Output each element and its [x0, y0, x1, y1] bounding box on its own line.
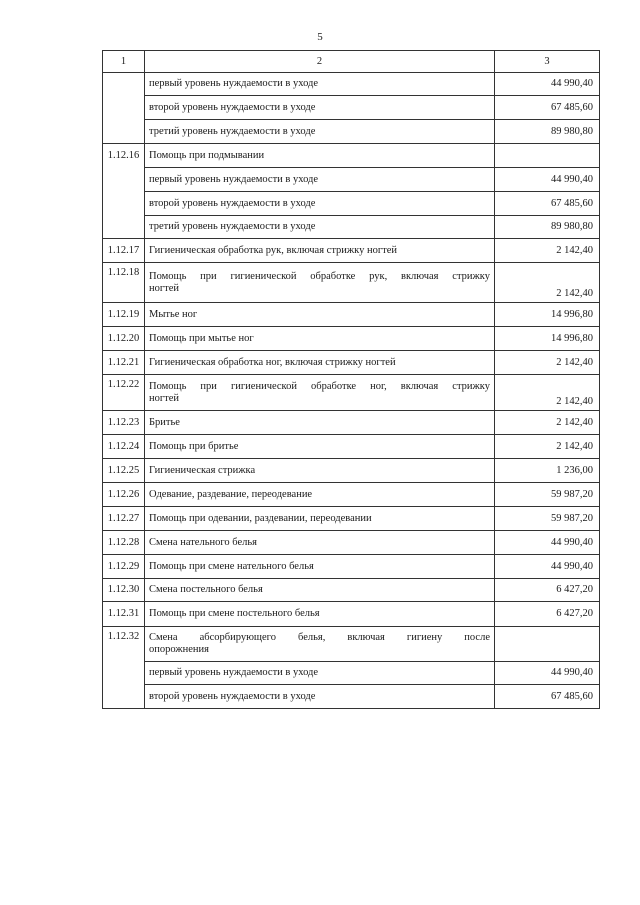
table-header-row: [103, 51, 600, 73]
row-price: 44 990,40: [495, 73, 600, 96]
row-number: 1.12.32: [103, 627, 145, 662]
row-name: Одевание, раздевание, переодевание: [145, 483, 495, 507]
row-name-line1: Помощь при гигиенической обработке рук, включая стрижку: [149, 270, 490, 282]
row-number: 1.12.16: [103, 144, 145, 168]
row-price: 59 987,20: [495, 507, 600, 531]
row-name: Смена нательного белья: [145, 531, 495, 555]
row-name: третий уровень нуждаемости в уходе: [145, 216, 495, 239]
row-number: 1.12.27: [103, 507, 145, 531]
table-row: [103, 602, 600, 627]
row-name: Бритье: [145, 411, 495, 435]
row-price: 44 990,40: [495, 531, 600, 555]
table-row: [103, 483, 600, 507]
row-number: 1.12.22: [103, 375, 145, 411]
page-number: 5: [317, 31, 323, 43]
row-price: 14 996,80: [495, 303, 600, 327]
row-name-line1: Помощь при гигиенической обработке ног, включая стрижку: [149, 380, 490, 392]
row-price: [495, 627, 600, 662]
row-price: 2 142,40: [495, 239, 600, 263]
header-col2: 2: [145, 51, 495, 73]
row-number: 1.12.31: [103, 602, 145, 627]
row-name: Помощь при одевании, раздевании, переодевании: [145, 507, 495, 531]
row-name: Гигиеническая стрижка: [145, 459, 495, 483]
row-price: 67 485,60: [495, 192, 600, 216]
table-row: [103, 555, 600, 579]
header-col1: 1: [103, 51, 145, 73]
row-number: 1.12.30: [103, 579, 145, 602]
row-number: 1.12.28: [103, 531, 145, 555]
row-number: 1.12.25: [103, 459, 145, 483]
row-number: 1.12.20: [103, 327, 145, 351]
row-price: 6 427,20: [495, 602, 600, 627]
row-name: [145, 375, 495, 411]
row-name: третий уровень нуждаемости в уходе: [145, 120, 495, 144]
row-price: 2 142,40: [495, 351, 600, 375]
row-name-line2: ногтей: [149, 392, 180, 404]
row-number: [103, 120, 145, 144]
row-number: [103, 685, 145, 709]
table-row: [103, 239, 600, 263]
table-row: [103, 435, 600, 459]
table-row: [103, 263, 600, 303]
row-name: Гигиеническая обработка рук, включая стрижку ногтей: [145, 239, 495, 263]
row-number: 1.12.24: [103, 435, 145, 459]
table-row: [103, 411, 600, 435]
row-number: [103, 192, 145, 216]
row-name: второй уровень нуждаемости в уходе: [145, 96, 495, 120]
table-row: [103, 579, 600, 602]
row-price: 2 142,40: [495, 375, 600, 411]
row-price: 59 987,20: [495, 483, 600, 507]
row-number: 1.12.19: [103, 303, 145, 327]
table-row: [103, 216, 600, 239]
row-number: [103, 662, 145, 685]
row-number: 1.12.21: [103, 351, 145, 375]
table-row: [103, 73, 600, 96]
table-row: [103, 120, 600, 144]
row-price: 6 427,20: [495, 579, 600, 602]
row-price: 2 142,40: [495, 263, 600, 303]
row-number: 1.12.17: [103, 239, 145, 263]
row-price: 14 996,80: [495, 327, 600, 351]
table-row: [103, 144, 600, 168]
table-row: [103, 351, 600, 375]
row-name: Помощь при подмывании: [145, 144, 495, 168]
row-name: первый уровень нуждаемости в уходе: [145, 662, 495, 685]
header-col3: 3: [495, 51, 600, 73]
row-price: 1 236,00: [495, 459, 600, 483]
row-number: 1.12.23: [103, 411, 145, 435]
row-price: 89 980,80: [495, 216, 600, 239]
row-name: Помощь при смене постельного белья: [145, 602, 495, 627]
row-name: Помощь при мытье ног: [145, 327, 495, 351]
row-name: Мытье ног: [145, 303, 495, 327]
table-row: [103, 168, 600, 192]
row-name-line1: Смена абсорбирующего белья, включая гигиену после: [149, 632, 490, 643]
table-row: [103, 685, 600, 709]
table-row: [103, 375, 600, 411]
table-row: [103, 327, 600, 351]
row-price: 2 142,40: [495, 411, 600, 435]
row-name: [145, 263, 495, 303]
row-number: 1.12.26: [103, 483, 145, 507]
row-name: первый уровень нуждаемости в уходе: [145, 73, 495, 96]
row-number: [103, 96, 145, 120]
table-row: [103, 662, 600, 685]
table-row: [103, 303, 600, 327]
table-row: [103, 531, 600, 555]
table-row: [103, 96, 600, 120]
row-price: 44 990,40: [495, 555, 600, 579]
row-price: [495, 144, 600, 168]
table-row: [103, 627, 600, 662]
row-name: второй уровень нуждаемости в уходе: [145, 192, 495, 216]
row-price: 89 980,80: [495, 120, 600, 144]
table-row: [103, 192, 600, 216]
row-number: 1.12.29: [103, 555, 145, 579]
row-price: 67 485,60: [495, 96, 600, 120]
row-number: [103, 73, 145, 96]
row-number: 1.12.18: [103, 263, 145, 303]
row-name: первый уровень нуждаемости в уходе: [145, 168, 495, 192]
row-price: 44 990,40: [495, 662, 600, 685]
row-price: 67 485,60: [495, 685, 600, 709]
row-name: Гигиеническая обработка ног, включая стрижку ногтей: [145, 351, 495, 375]
row-number: [103, 168, 145, 192]
row-name: Смена постельного белья: [145, 579, 495, 602]
row-name-line2: ногтей: [149, 282, 180, 294]
row-name: [145, 627, 495, 662]
row-name: Помощь при бритье: [145, 435, 495, 459]
row-number: [103, 216, 145, 239]
row-price: 44 990,40: [495, 168, 600, 192]
table-row: [103, 459, 600, 483]
price-table: [102, 50, 600, 709]
row-name: Помощь при смене нательного белья: [145, 555, 495, 579]
row-name-line2: опорожнения: [149, 644, 209, 655]
row-price: 2 142,40: [495, 435, 600, 459]
table-row: [103, 507, 600, 531]
row-name: второй уровень нуждаемости в уходе: [145, 685, 495, 709]
